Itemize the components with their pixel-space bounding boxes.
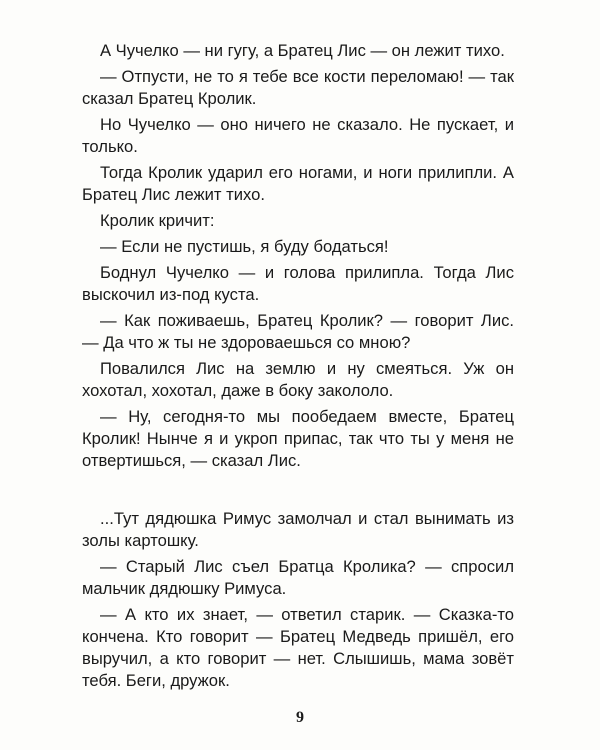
story-text-part-two (82, 508, 514, 696)
paragraph: — Как поживаешь, Братец Кролик? — говорит Лис. — Да что ж ты не здороваешься со мною? (82, 311, 514, 352)
paragraph: Но Чучелко — оно ничего не сказало. Не пускает, и только. (82, 115, 514, 156)
paragraph: ...Тут дядюшка Римус замолчал и стал вынимать из золы картошку. (82, 509, 514, 550)
story-text-part-one (82, 40, 514, 476)
paragraph: — Ну, сегодня-то мы пообедаем вместе, Братец Кролик! Нынче я и укроп припас, так что ты у меня не отвертишься, — сказал Лис. (82, 407, 514, 470)
paragraph: — Если не пустишь, я буду бодаться! (100, 237, 389, 256)
paragraph: Тогда Кролик ударил его ногами, и ноги прилипли. А Братец Лис лежит тихо. (82, 163, 514, 204)
paragraph: — А кто их знает, — ответил старик. — Сказка-то кончена. Кто говорит — Братец Медведь пришёл, его выручил, а кто говорит — нет. Слышишь, мама зовёт тебя. Беги, дружок. (82, 605, 514, 690)
paragraph: Боднул Чучелко — и голова прилипла. Тогда Лис выскочил из-под куста. (82, 263, 514, 304)
paragraph: Кролик кричит: (100, 211, 215, 230)
paragraph: — Старый Лис съел Братца Кролика? — спросил мальчик дядюшку Римуса. (82, 557, 514, 598)
paragraph: — Отпусти, не то я тебе все кости переломаю! — так сказал Братец Кролик. (82, 67, 514, 108)
paragraph: Повалился Лис на землю и ну смеяться. Уж он хохотал, хохотал, даже в боку закололо. (82, 359, 514, 400)
page-number: 9 (296, 709, 304, 726)
paragraph: А Чучелко — ни гугу, а Братец Лис — он лежит тихо. (100, 41, 505, 60)
